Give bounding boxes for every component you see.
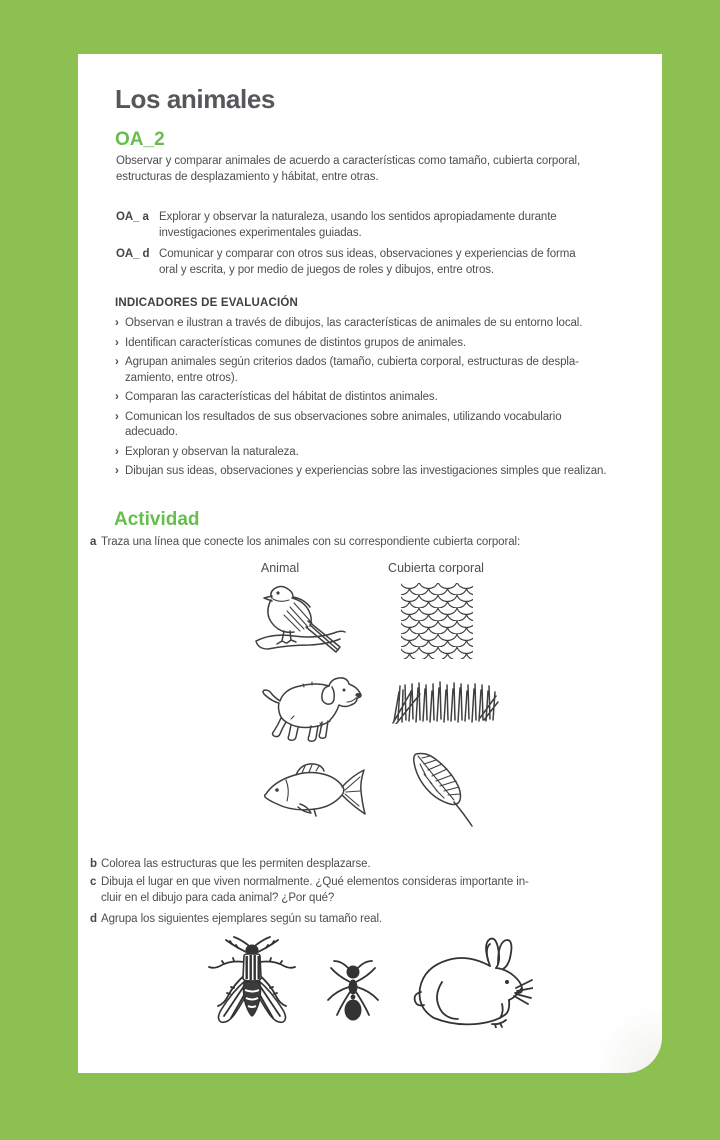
oa-item-text (159, 247, 576, 278)
activity-item-line: Agrupa los siguientes ejemplares según su tamaño real. (101, 913, 382, 925)
indicator-line: Observan e ilustran a través de dibujos, las características de animales de su entorno local. (125, 317, 583, 329)
oa-description (116, 154, 580, 185)
activity-item-line: Traza una línea que conecte los animales con su correspondiente cubierta corporal: (101, 536, 521, 548)
indicator-line: Comunican los resultados de sus observaciones sobre animales, utilizando vocabulario (125, 410, 562, 423)
oa-item-text (159, 210, 557, 241)
indicator-item (115, 390, 606, 406)
rabbit-illustration (408, 936, 533, 1028)
activity-item-line: Colorea las estructuras que les permiten desplazarse. (101, 858, 371, 870)
oa-item-line: investigaciones experimentales guiadas. (159, 226, 362, 239)
page-curl-shade (582, 993, 662, 1073)
indicator-line: Identifican características comunes de distintos grupos de animales. (125, 336, 466, 349)
bullet-icon: › (115, 336, 119, 349)
column-header-covering: Cubierta corporal (388, 561, 484, 575)
indicator-line: Dibujan sus ideas, observaciones y experiencias sobre las investigaciones simples que realizan. (125, 465, 607, 477)
oa-description-line: Observar y comparar animales de acuerdo a características como tamaño, cubierta corporal, (116, 155, 581, 167)
indicator-item (115, 316, 606, 332)
activity-heading: Actividad (114, 509, 200, 530)
oa-item (116, 210, 576, 241)
activity-item-a (90, 535, 520, 551)
bullet-icon: › (115, 391, 119, 403)
activity-item-line: cluir en el dibujo para cada animal? ¿Por qué? (101, 891, 335, 904)
oa-item-code: OA_ a (116, 211, 149, 223)
feather-illustration (404, 750, 479, 828)
indicator-line: Comparan las características del hábitat de distintos animales. (125, 391, 438, 403)
indicator-line: zamiento, entre otros). (125, 371, 238, 384)
fly-illustration (204, 936, 300, 1036)
indicator-item (115, 336, 606, 352)
oa-item-code: OA_ d (116, 248, 150, 260)
ant-illustration (322, 958, 384, 1022)
oa-item (116, 247, 576, 278)
bullet-icon: › (115, 356, 119, 368)
indicator-item (115, 445, 606, 461)
fish-illustration (262, 758, 368, 826)
oa-item-line: Comunicar y comparar con otros sus ideas, observaciones y experiencias de forma (159, 248, 576, 260)
indicators-heading: INDICADORES DE EVALUACIÓN (115, 297, 299, 309)
bullet-icon: › (115, 445, 119, 458)
oa-description-line: estructuras de desplazamiento y hábitat, entre otras. (116, 170, 379, 183)
activity-item-letter: d (90, 913, 97, 925)
oa-items-list (116, 210, 576, 284)
bullet-icon: › (115, 410, 119, 423)
activity-item-b (90, 857, 371, 873)
indicator-line: adecuado. (125, 426, 178, 438)
bird-illustration (254, 583, 346, 657)
dog-illustration (256, 671, 364, 747)
indicator-line: Exploran y observan la naturaleza. (125, 445, 299, 458)
fur-illustration (392, 676, 500, 724)
activity-item-line: Dibuja el lugar en que viven normalmente. ¿Qué elementos consideras importante in- (101, 876, 529, 888)
bullet-icon: › (115, 317, 119, 329)
activity-item-c (90, 875, 529, 906)
indicator-line: Agrupan animales según criterios dados (tamaño, cubierta corporal, estructuras de despla- (125, 356, 579, 368)
indicator-item (115, 355, 606, 386)
activity-item-letter: b (90, 858, 97, 870)
indicator-item (115, 464, 606, 480)
oa-item-line: oral y escrita, y por medio de juegos de roles y dibujos, entre otros. (159, 263, 494, 276)
indicators-list (115, 316, 606, 484)
indicator-item (115, 410, 606, 441)
column-header-animal: Animal (260, 561, 300, 575)
bullet-icon: › (115, 465, 119, 477)
fish-scales-illustration (400, 582, 474, 660)
activity-item-letter: a (90, 536, 97, 548)
worksheet-page (78, 54, 662, 1073)
activity-item-d (90, 912, 382, 928)
oa-code-heading: OA_2 (115, 129, 165, 150)
activity-item-letter: c (90, 876, 97, 888)
page-title: Los animales (115, 84, 275, 114)
oa-item-line: Explorar y observar la naturaleza, usando los sentidos apropiadamente durante (159, 211, 557, 223)
